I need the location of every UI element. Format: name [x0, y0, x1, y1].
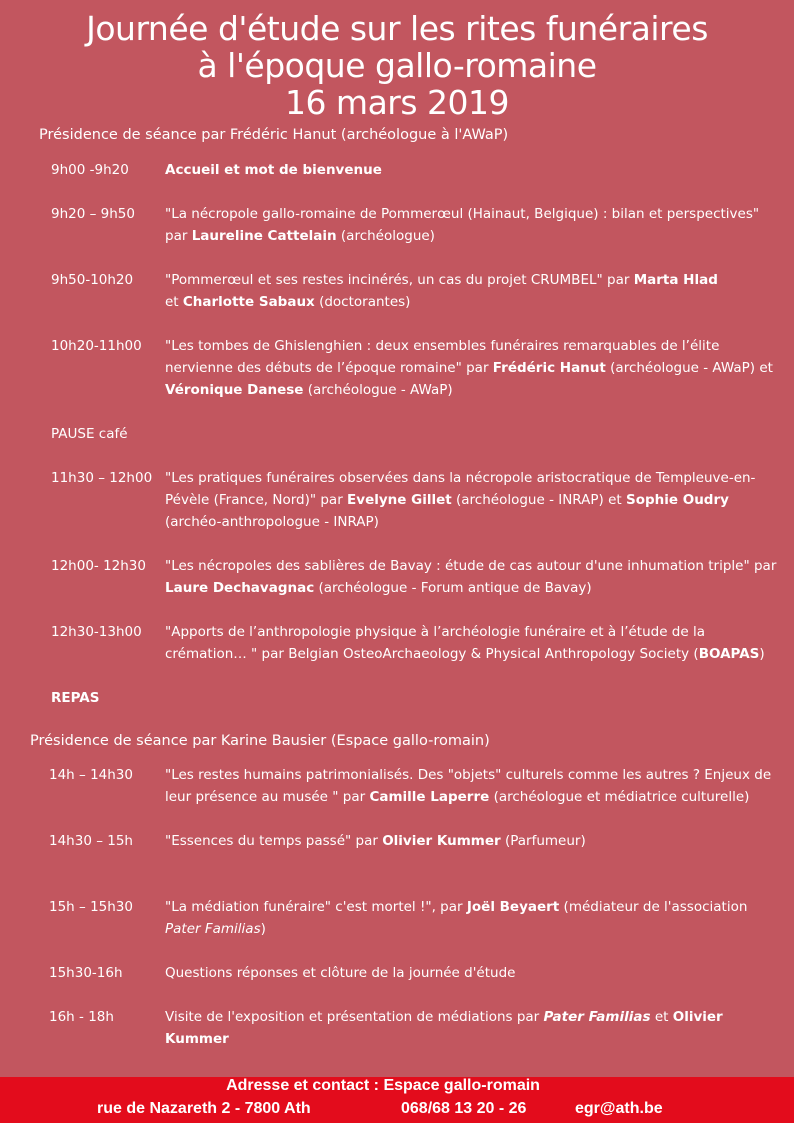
speaker-name: Joël Beyaert — [466, 899, 560, 915]
speaker-name: Camille Laperre — [369, 789, 490, 805]
program-description — [165, 764, 780, 808]
program-description — [165, 1006, 780, 1050]
program-description — [165, 555, 780, 599]
page-title — [0, 10, 794, 121]
footer-phone: 068/68 13 20 - 26 — [401, 1100, 527, 1117]
program-time: 12h30-13h00 — [51, 624, 142, 640]
program-time: 10h20-11h00 — [51, 338, 142, 354]
description-text: "La nécropole gallo-romaine de Pommerœul (Hainaut, Belgique) : bilan et perspectives" par — [165, 206, 760, 244]
program-time: REPAS — [51, 690, 100, 706]
organization-name: Pater Familias — [165, 921, 261, 937]
program-time: 12h00- 12h30 — [51, 558, 146, 574]
description-text: "Les nécropoles des sablières de Bavay : étude de cas autour d'une inhumation triple" par — [165, 558, 777, 574]
program-description — [165, 467, 780, 533]
speaker-name: BOAPAS — [698, 646, 760, 662]
description-text: (archéologue - AWaP) et — [605, 360, 773, 376]
program-description — [165, 335, 780, 401]
program-time: 11h30 – 12h00 — [51, 470, 153, 486]
description-text: (archéologue) — [336, 228, 435, 244]
description-text: "Les restes humains patrimonialisés. Des "objets" culturels comme les autres ? Enjeux de leur présence au musée " par — [165, 767, 772, 805]
program-time: 14h – 14h30 — [49, 767, 133, 783]
program-time: 9h20 – 9h50 — [51, 206, 135, 222]
speaker-name: Accueil et mot de bienvenue — [165, 162, 382, 178]
program-time: PAUSE café — [51, 426, 128, 442]
session-chair-morning: Présidence de séance par Frédéric Hanut (archéologue à l'AWaP) — [39, 127, 509, 143]
speaker-name: Olivier Kummer — [382, 833, 501, 849]
description-text: "La médiation funéraire" c'est mortel !", par — [165, 899, 467, 915]
description-text: (archéologue - INRAP) et — [451, 492, 626, 508]
description-text: Questions réponses et clôture de la journée d'étude — [165, 965, 516, 981]
title-line-1: Journée d'étude sur les rites funéraires — [86, 9, 708, 48]
footer-address: rue de Nazareth 2 - 7800 Ath — [97, 1100, 311, 1117]
program-time: 15h30-16h — [49, 965, 123, 981]
description-text: et — [650, 1009, 673, 1025]
speaker-name: Laureline Cattelain — [191, 228, 337, 244]
program-time: 16h - 18h — [49, 1009, 114, 1025]
speaker-name: Evelyne Gillet — [347, 492, 452, 508]
program-description — [165, 159, 780, 181]
description-text: ) — [260, 921, 266, 937]
speaker-name: Laure Dechavagnac — [165, 580, 315, 596]
speaker-name: Marta Hlad — [633, 272, 718, 288]
contact-footer — [0, 1077, 794, 1123]
footer-title: Adresse et contact : Espace gallo-romain — [226, 1077, 540, 1094]
description-text: (Parfumeur) — [500, 833, 586, 849]
description-text: Visite de l'exposition et présentation de médiations par — [165, 1009, 544, 1025]
description-text: "Apports de l’anthropologie physique à l’archéologie funéraire et à l’étude de la crémation… " par Belgian OsteoArchaeology & Physical Anthropology Society ( — [165, 624, 705, 662]
description-text: (médiateur de l'association — [559, 899, 748, 915]
description-text: et — [165, 294, 183, 310]
organization-name: Pater Familias — [543, 1009, 651, 1025]
program-time: 9h00 -9h20 — [51, 162, 129, 178]
title-line-2: à l'époque gallo-romaine — [197, 46, 597, 85]
program-time: 15h – 15h30 — [49, 899, 133, 915]
description-text: (doctorantes) — [314, 294, 411, 310]
description-text: "Les tombes de Ghislenghien : deux ensembles funéraires remarquables de l’élite nervienne des débuts de l’époque romaine" par — [165, 338, 720, 376]
description-text: "Pommerœul et ses restes incinérés, un cas du projet CRUMBEL" par — [165, 272, 634, 288]
speaker-name: Olivier Kummer — [165, 1009, 723, 1047]
description-text: (archéologue - Forum antique de Bavay) — [314, 580, 592, 596]
description-text: ) — [759, 646, 765, 662]
title-date: 16 mars 2019 — [284, 83, 510, 122]
program-description — [165, 621, 780, 665]
program-description — [165, 830, 780, 852]
program-description — [165, 896, 780, 940]
description-text: (archéologue et médiatrice culturelle) — [489, 789, 750, 805]
footer-email[interactable]: egr@ath.be — [575, 1100, 663, 1117]
session-chair-afternoon: Présidence de séance par Karine Bausier (Espace gallo-romain) — [30, 733, 490, 749]
program-time: 14h30 – 15h — [49, 833, 133, 849]
description-text: (archéologue - AWaP) — [303, 382, 453, 398]
speaker-name: Frédéric Hanut — [492, 360, 606, 376]
description-text: "Essences du temps passé" par — [165, 833, 383, 849]
description-text: "Les pratiques funéraires observées dans la nécropole aristocratique de Templeuve-en-Pévèle (France, Nord)" par — [165, 470, 756, 508]
program-description — [165, 269, 780, 313]
program-description — [165, 203, 780, 247]
program-description — [165, 962, 780, 984]
speaker-name: Charlotte Sabaux — [182, 294, 315, 310]
program-time: 9h50-10h20 — [51, 272, 134, 288]
speaker-name: Sophie Oudry — [625, 492, 729, 508]
description-text: (archéo-anthropologue - INRAP) — [165, 514, 379, 530]
speaker-name: Véronique Danese — [165, 382, 304, 398]
